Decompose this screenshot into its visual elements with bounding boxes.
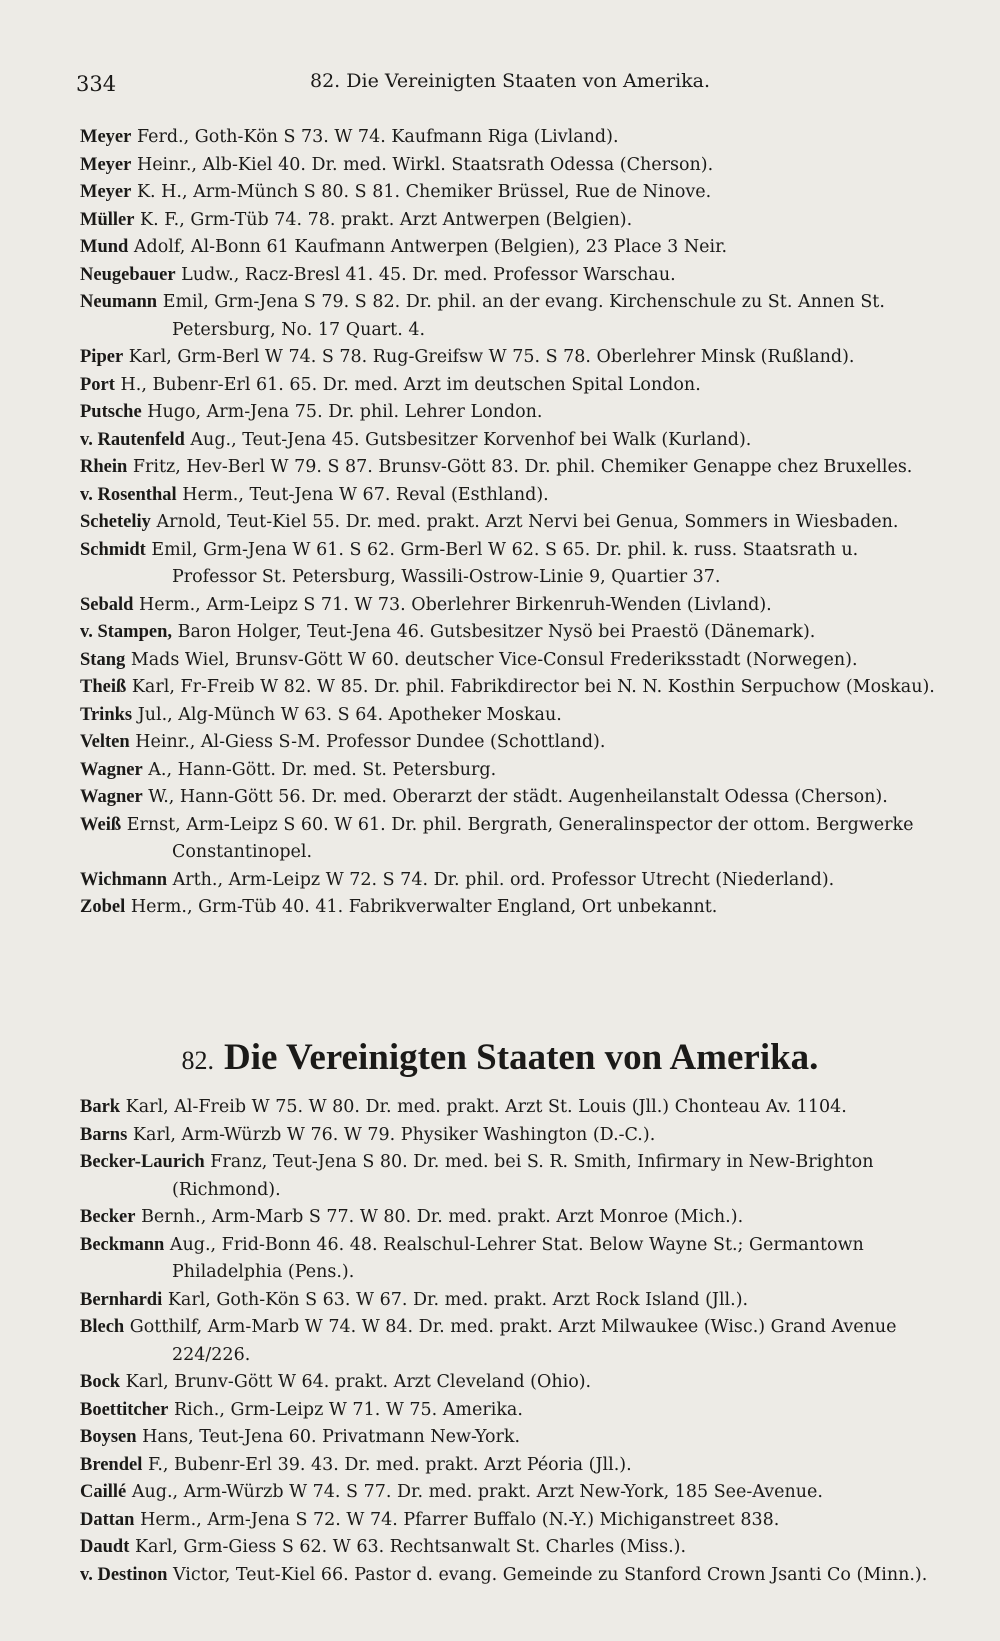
register-entry [80, 702, 940, 730]
entry-surname: Weiß [80, 814, 122, 835]
entry-surname: Meyer [80, 154, 132, 175]
register-entry [80, 592, 940, 620]
entry-surname: Beckmann [80, 1234, 165, 1255]
register-entry [80, 372, 940, 400]
register-entry [80, 1314, 940, 1369]
register-entry [80, 1094, 940, 1122]
entry-details: Heinr., Al-Giess S-M. Professor Dundee (Schottland). [135, 732, 606, 752]
entry-details: Karl, Brunv-Gött W 64. prakt. Arzt Cleveland (Ohio). [125, 1372, 592, 1392]
entry-surname: Müller [80, 209, 135, 230]
register-entry [80, 454, 940, 482]
entry-details: Aug., Teut-Jena 45. Gutsbesitzer Korvenhof bei Walk (Kurland). [190, 429, 752, 450]
entry-details: A., Hann-Gött. Dr. med. St. Petersburg. [148, 759, 497, 780]
entry-details: Aug., Arm-Würzb W 74. S 77. Dr. med. prakt. Arzt New-York, 185 See-Avenue. [131, 1482, 823, 1502]
entry-details: Ferd., Goth-Kön S 73. W 74. Kaufmann Riga (Livland). [136, 127, 619, 147]
entry-details: F., Bubenr-Erl 39. 43. Dr. med. prakt. Arzt Péoria (Jll.). [147, 1454, 632, 1475]
entry-surname: Zobel [80, 897, 126, 917]
register-entry [80, 729, 940, 757]
entry-surname: v. Rautenfeld [80, 429, 185, 450]
register-entry [80, 262, 940, 290]
entry-surname: Wagner [80, 787, 143, 807]
entry-surname: Wichmann [80, 869, 168, 890]
entry-details: Arnold, Teut-Kiel 55. Dr. med. prakt. Arzt Nervi bei Genua, Sommers in Wiesbaden. [156, 512, 899, 532]
entry-details: Arth., Arm-Leipz W 72. S 74. Dr. phil. ord. Professor Utrecht (Niederland). [172, 869, 835, 890]
entry-details: Heinr., Alb-Kiel 40. Dr. med. Wirkl. Staatsrath Odessa (Cherson). [136, 154, 714, 175]
entry-details: Ludw., Racz-Bresl 41. 45. Dr. med. Professor Warschau. [181, 264, 676, 285]
entry-surname: v. Stampen, [80, 622, 173, 642]
register-entry [80, 894, 940, 922]
register-entry [80, 1287, 940, 1315]
entry-details: Karl, Arm-Würzb W 76. W 79. Physiker Washington (D.-C.). [132, 1124, 656, 1145]
entry-details: Herm., Grm-Tüb 40. 41. Fabrikverwalter England, Ort unbekannt. [130, 897, 718, 917]
entry-surname: Putsche [80, 402, 142, 422]
entry-surname: Bernhardi [80, 1289, 163, 1310]
register-entry [80, 152, 940, 180]
register-entry [80, 867, 940, 895]
entry-details: Karl, Grm-Berl W 74. S 78. Rug-Greifsw W 75. S 78. Oberlehrer Minsk (Rußland). [128, 347, 855, 367]
register-entry [80, 1122, 940, 1150]
entry-surname: Mund [80, 237, 129, 257]
entry-surname: v. Destinon [80, 1564, 168, 1585]
entry-details: Adolf, Al-Bonn 61 Kaufmann Antwerpen (Belgien), 23 Place 3 Neir. [133, 237, 728, 257]
register-entry [80, 1452, 940, 1480]
register-entry [80, 1507, 940, 1535]
entry-surname: Stang [80, 649, 126, 670]
register-entry [80, 234, 940, 262]
entry-surname: Rhein [80, 457, 128, 477]
entry-details: Gotthilf, Arm-Marb W 74. W 84. Dr. med. prakt. Arzt Milwaukee (Wisc.) Grand Avenue 224/226. [129, 1317, 897, 1365]
register-entry [80, 812, 940, 867]
entry-details: Herm., Arm-Jena S 72. W 74. Pfarrer Buffalo (N.-Y.) Michiganstreet 838. [140, 1509, 780, 1530]
entry-surname: Caillé [80, 1482, 127, 1502]
entry-details: Emil, Grm-Jena S 79. S 82. Dr. phil. an der evang. Kirchenschule zu St. Annen St. Petersburg, No. 17 Quart. 4. [162, 292, 885, 340]
register-entry [80, 647, 940, 675]
entry-surname: Neugebauer [80, 264, 176, 285]
entry-surname: Becker-Laurich [80, 1152, 205, 1172]
register-entry [80, 482, 940, 510]
register-entry [80, 537, 940, 592]
entry-surname: Scheteliy [80, 512, 151, 532]
register-entry [80, 1562, 940, 1590]
entry-surname: Daudt [80, 1537, 130, 1557]
entry-surname: Meyer [80, 127, 132, 147]
entry-details: Aug., Frid-Bonn 46. 48. Realschul-Lehrer Stat. Below Wayne St.; Germantown Philadelphia (Pens.). [169, 1234, 864, 1282]
entry-details: Franz, Teut-Jena S 80. Dr. med. bei S. R. Smith, Infirmary in New-Brighton (Richmond). [172, 1152, 874, 1200]
register-entry [80, 1149, 940, 1204]
entry-details: Hans, Teut-Jena 60. Privatmann New-York. [142, 1427, 521, 1447]
register-entry [80, 1397, 940, 1425]
entry-surname: Piper [80, 347, 124, 367]
register-entry [80, 619, 940, 647]
entry-list-america [80, 1094, 940, 1589]
entry-details: Herm., Arm-Leipz S 71. W 73. Oberlehrer Birkenruh-Wenden (Livland). [139, 594, 772, 615]
register-entry [80, 1479, 940, 1507]
entry-surname: Meyer [80, 182, 132, 202]
entry-details: Ernst, Arm-Leipz S 60. W 61. Dr. phil. Bergrath, Generalinspector der ottom. Bergwerke Constantinopel. [126, 814, 914, 862]
entry-surname: Blech [80, 1317, 125, 1337]
entry-details: Rich., Grm-Leipz W 71. W 75. Amerika. [173, 1399, 523, 1420]
entry-details: Hugo, Arm-Jena 75. Dr. phil. Lehrer London. [147, 402, 543, 422]
entry-details: Emil, Grm-Jena W 61. S 62. Grm-Berl W 62. S 65. Dr. phil. k. russ. Staatsrath u. Professor St. Petersburg, Wassili-Ostrow-Linie 9, Quartier 37. [151, 539, 859, 587]
entry-details: Karl, Grm-Giess S 62. W 63. Rechtsanwalt St. Charles (Miss.). [134, 1537, 687, 1557]
section-number: 82. [181, 1046, 215, 1075]
entry-details: Bernh., Arm-Marb S 77. W 80. Dr. med. prakt. Arzt Monroe (Mich.). [141, 1207, 744, 1227]
entry-details: Karl, Al-Freib W 75. W 80. Dr. med. prakt. Arzt St. Louis (Jll.) Chonteau Av. 1104. [125, 1097, 847, 1117]
entry-details: Karl, Fr-Freib W 82. W 85. Dr. phil. Fabrikdirector bei N. N. Kosthin Serpuchow (Moskau). [131, 677, 935, 697]
register-entry [80, 179, 940, 207]
entry-details: H., Bubenr-Erl 61. 65. Dr. med. Arzt im deutschen Spital London. [120, 374, 701, 395]
entry-surname: Schmidt [80, 539, 146, 560]
register-entry [80, 674, 940, 702]
entry-surname: Boysen [80, 1427, 137, 1447]
entry-surname: Velten [80, 732, 130, 752]
entry-details: K. H., Arm-Münch S 80. S 81. Chemiker Brüssel, Rue de Ninove. [136, 182, 712, 202]
entry-details: Victor, Teut-Kiel 66. Pastor d. evang. Gemeinde zu Stanford Crown Jsanti Co (Minn.). [172, 1564, 928, 1585]
register-entry [80, 784, 940, 812]
entry-surname: Brendel [80, 1454, 143, 1475]
entry-details: Karl, Goth-Kön S 63. W 67. Dr. med. prakt. Arzt Rock Island (Jll.). [167, 1289, 749, 1310]
section-heading [0, 1036, 1000, 1079]
entry-surname: Barns [80, 1124, 128, 1145]
register-entry [80, 757, 940, 785]
register-entry [80, 344, 940, 372]
register-entry [80, 1424, 940, 1452]
entry-surname: Becker [80, 1207, 136, 1227]
entry-surname: Wagner [80, 759, 143, 780]
entry-details: Baron Holger, Teut-Jena 46. Gutsbesitzer Nysö bei Praestö (Dänemark). [177, 622, 816, 642]
page-number: 334 [76, 72, 117, 96]
entry-surname: Port [80, 374, 115, 395]
entry-details: K. F., Grm-Tüb 74. 78. prakt. Arzt Antwerpen (Belgien). [140, 209, 633, 230]
entry-details: Fritz, Hev-Berl W 79. S 87. Brunsv-Gött 83. Dr. phil. Chemiker Genappe chez Bruxelles. [132, 457, 913, 477]
entry-surname: Sebald [80, 594, 134, 615]
register-entry [80, 124, 940, 152]
entry-details: W., Hann-Gött 56. Dr. med. Oberarzt der städt. Augenheilanstalt Odessa (Cherson). [148, 787, 888, 807]
entry-details: Herm., Teut-Jena W 67. Reval (Esthland). [182, 484, 549, 505]
entry-surname: Bock [80, 1372, 121, 1392]
entry-surname: Dattan [80, 1509, 135, 1530]
register-entry [80, 1534, 940, 1562]
section-title: Die Vereinigten Staaten von Amerika. [224, 1037, 819, 1078]
entry-surname: Bark [80, 1097, 121, 1117]
register-entry [80, 207, 940, 235]
register-entry [80, 289, 940, 344]
entry-surname: v. Rosenthal [80, 484, 177, 505]
entry-surname: Neumann [80, 292, 158, 312]
register-entry [80, 509, 940, 537]
entry-list-russia [80, 124, 940, 922]
register-entry [80, 427, 940, 455]
register-entry [80, 399, 940, 427]
running-title: 82. Die Vereinigten Staaten von Amerika. [310, 70, 711, 92]
register-entry [80, 1204, 940, 1232]
entry-details: Jul., Alg-Münch W 63. S 64. Apotheker Moskau. [137, 704, 562, 725]
entry-surname: Theiß [80, 677, 127, 697]
entry-surname: Trinks [80, 704, 133, 725]
register-entry [80, 1369, 940, 1397]
entry-details: Mads Wiel, Brunsv-Gött W 60. deutscher Vice-Consul Frederiksstadt (Norwegen). [130, 649, 858, 670]
entry-surname: Boettitcher [80, 1399, 169, 1420]
register-entry [80, 1232, 940, 1287]
